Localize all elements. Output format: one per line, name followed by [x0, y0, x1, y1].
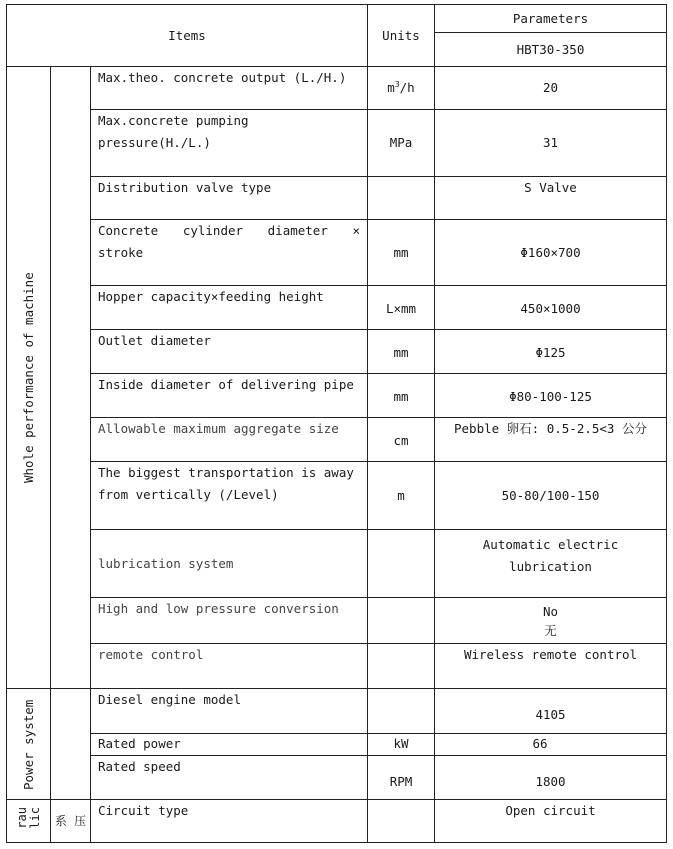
group-whole-performance	[7, 67, 51, 689]
group-hydraulic-line1: rau	[14, 806, 29, 829]
unit-max-theo-output	[368, 67, 435, 110]
value-distribution-valve: S Valve	[435, 177, 667, 220]
value-diesel-engine-model: 4105	[435, 689, 667, 734]
group-hydraulic	[7, 800, 51, 843]
value-pressure-conversion-cn: 无	[544, 623, 557, 638]
specification-table	[6, 4, 667, 843]
item-hopper-capacity: Hopper capacity×feeding height	[91, 286, 368, 330]
unit-superscript: 3	[394, 79, 400, 89]
unit-outlet-diameter: mm	[368, 330, 435, 374]
unit-max-pumping-pressure: MPa	[368, 110, 435, 177]
item-transportation-distance: The biggest transportation is away from vertically (/Level)	[91, 462, 368, 530]
header-model: HBT30-350	[435, 33, 667, 67]
item-diesel-engine-model: Diesel engine model	[91, 689, 368, 734]
group-power-system	[7, 689, 51, 800]
value-remote-control: Wireless remote control	[435, 644, 667, 689]
value-hopper-capacity: 450×1000	[435, 286, 667, 330]
item-circuit-type: Circuit type	[91, 800, 368, 843]
unit-pressure-conversion	[368, 598, 435, 644]
unit-cylinder-diameter-stroke: mm	[368, 220, 435, 286]
item-max-pumping-pressure: Max.concrete pumping pressure(H./L.)	[91, 110, 368, 177]
value-max-pumping-pressure: 31	[435, 110, 667, 177]
group-hydraulic-cn-2: 压	[74, 814, 87, 828]
value-pressure-conversion	[435, 598, 667, 644]
value-circuit-type: Open circuit	[435, 800, 667, 843]
item-rated-speed: Rated speed	[91, 756, 368, 800]
group-power-empty-cell	[51, 689, 91, 800]
unit-lubrication-system	[368, 530, 435, 598]
value-rated-power: 66	[435, 734, 667, 756]
unit-circuit-type	[368, 800, 435, 843]
value-delivering-pipe: Φ80-100-125	[435, 374, 667, 418]
item-max-theo-output: Max.theo. concrete output (L./H.)	[91, 67, 368, 110]
value-rated-speed: 1800	[435, 756, 667, 800]
header-parameters: Parameters	[435, 5, 667, 33]
value-max-theo-output: 20	[435, 67, 667, 110]
group-empty-cell	[51, 67, 91, 689]
item-aggregate-size: Allowable maximum aggregate size	[91, 418, 368, 462]
header-units: Units	[368, 5, 435, 67]
unit-transportation-distance: m	[368, 462, 435, 530]
group-hydraulic-cn	[51, 800, 91, 843]
unit-base: m	[387, 80, 395, 95]
unit-rated-power: kW	[368, 734, 435, 756]
unit-delivering-pipe: mm	[368, 374, 435, 418]
unit-hopper-capacity: L×mm	[368, 286, 435, 330]
item-cylinder-diameter-stroke: Concrete cylinder diameter × stroke	[91, 220, 368, 286]
item-delivering-pipe: Inside diameter of delivering pipe	[91, 374, 368, 418]
group-whole-performance-label: Whole performance of machine	[20, 272, 36, 483]
unit-remote-control	[368, 644, 435, 689]
value-aggregate-size: Pebble 卵石: 0.5-2.5<3 公分	[435, 418, 667, 462]
item-distribution-valve: Distribution valve type	[91, 177, 368, 220]
group-hydraulic-line2: lic	[27, 806, 42, 829]
unit-rated-speed: RPM	[368, 756, 435, 800]
value-cylinder-diameter-stroke: Φ160×700	[435, 220, 667, 286]
item-outlet-diameter: Outlet diameter	[91, 330, 368, 374]
item-rated-power: Rated power	[91, 734, 368, 756]
group-hydraulic-cn-1: 系	[54, 814, 67, 828]
item-pressure-conversion: High and low pressure conversion	[91, 598, 368, 644]
unit-distribution-valve	[368, 177, 435, 220]
item-lubrication-system: lubrication system	[91, 530, 368, 598]
value-lubrication-system: Automatic electric lubrication	[435, 530, 667, 598]
unit-diesel-engine-model	[368, 689, 435, 734]
unit-tail: /h	[399, 80, 415, 95]
group-power-system-label: Power system	[20, 698, 36, 790]
value-outlet-diameter: Φ125	[435, 330, 667, 374]
group-hydraulic-label	[16, 807, 42, 829]
header-items: Items	[7, 5, 368, 67]
value-transportation-distance: 50-80/100-150	[435, 462, 667, 530]
value-pressure-conversion-en: No	[542, 604, 559, 619]
unit-aggregate-size: cm	[368, 418, 435, 462]
item-remote-control: remote control	[91, 644, 368, 689]
